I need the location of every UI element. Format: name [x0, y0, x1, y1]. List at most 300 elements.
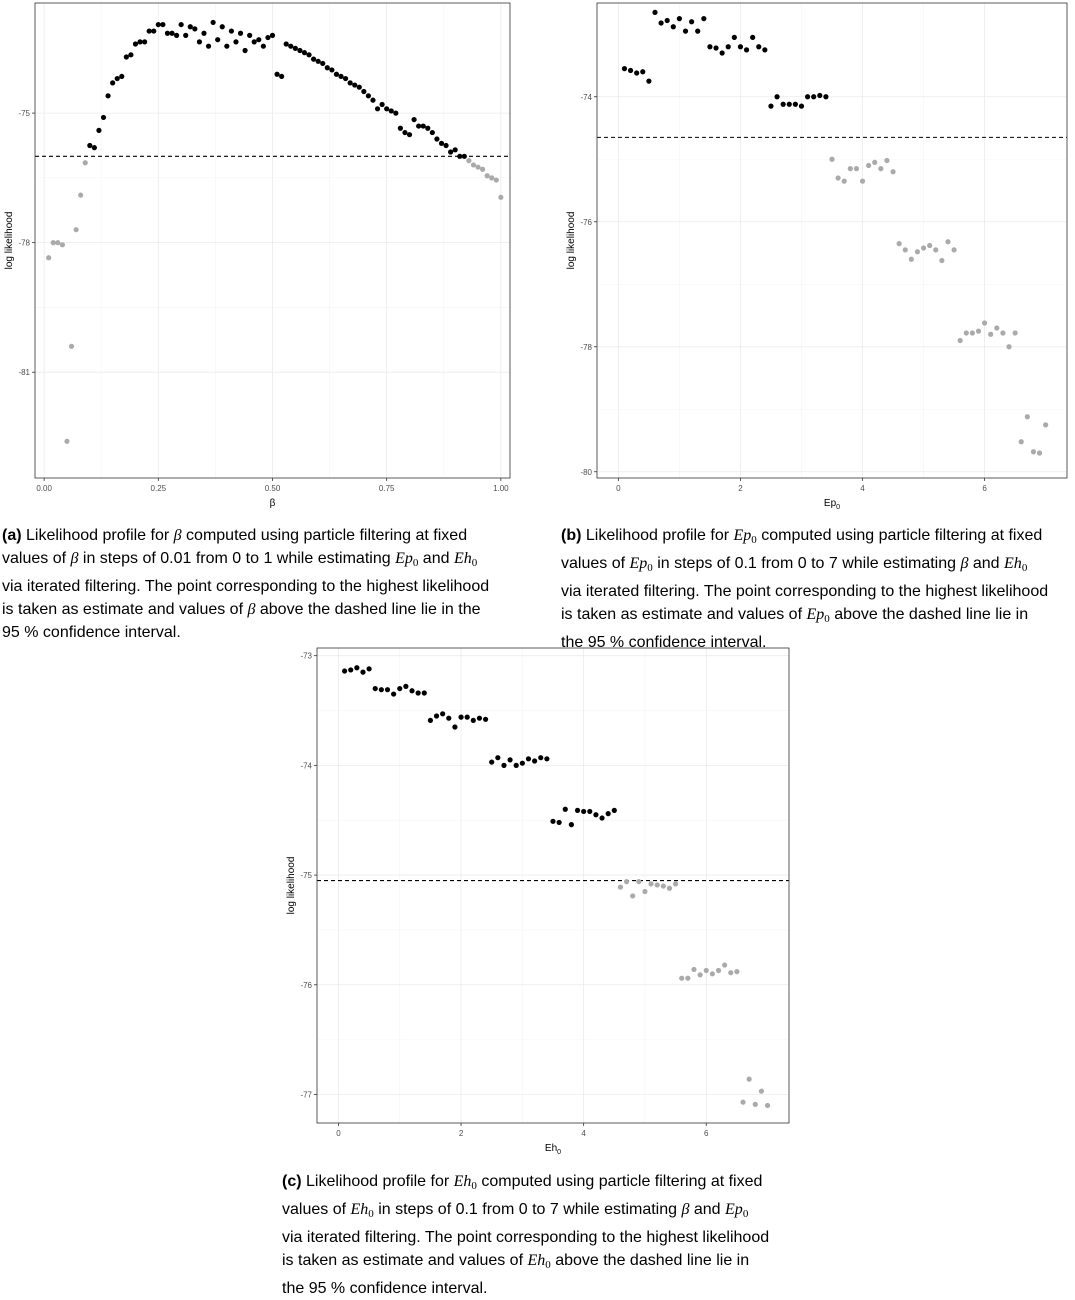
data-point-in-ci	[229, 28, 234, 33]
data-point-in-ci	[575, 808, 580, 813]
data-point-outside-ci	[710, 971, 715, 976]
y-tick-label: -75	[18, 109, 30, 119]
data-point-outside-ci	[466, 158, 471, 163]
data-point-outside-ci	[716, 968, 721, 973]
x-axis-title: $Ep_0$	[823, 498, 841, 511]
data-point-in-ci	[550, 819, 555, 824]
data-point-in-ci	[683, 29, 688, 34]
data-point-outside-ci	[909, 257, 914, 262]
caption-math: $Ep_0$	[806, 606, 830, 625]
caption-math: $Eh_0$	[1004, 555, 1028, 574]
caption-line	[561, 524, 1075, 552]
data-point-outside-ci	[471, 162, 476, 167]
data-point-in-ci	[389, 108, 394, 113]
data-point-in-ci	[495, 755, 500, 760]
data-point-in-ci	[439, 141, 444, 146]
data-point-outside-ci	[691, 967, 696, 972]
data-point-in-ci	[434, 713, 439, 718]
caption-math-subscript: 0	[647, 562, 653, 574]
data-point-in-ci	[411, 117, 416, 122]
data-point-outside-ci	[679, 976, 684, 981]
x-tick-label: 0.75	[378, 484, 395, 493]
data-point-in-ci	[302, 50, 307, 55]
caption-math: β	[247, 601, 256, 618]
data-point-in-ci	[320, 61, 325, 66]
caption-text: and	[418, 550, 454, 567]
caption-math-subscript: 0	[471, 557, 478, 569]
data-point-in-ci	[201, 31, 206, 36]
data-point-in-ci	[274, 72, 279, 77]
data-point-outside-ci	[958, 338, 963, 343]
data-point-outside-ci	[480, 167, 485, 172]
x-axis-title: $Eh_0$	[544, 1143, 562, 1156]
caption-text: via iterated filtering. The point corresponding to the highest likelihood	[2, 578, 490, 595]
data-point-outside-ci	[489, 175, 494, 180]
caption-text: and	[689, 1201, 726, 1218]
x-tick-label: 0	[616, 484, 621, 493]
data-point-in-ci	[306, 52, 311, 57]
caption-line	[282, 1226, 802, 1249]
data-point-in-ci	[87, 143, 92, 148]
data-point-in-ci	[211, 20, 216, 25]
data-point-in-ci	[352, 82, 357, 87]
data-point-in-ci	[284, 41, 289, 46]
x-tick-label: 4	[581, 1129, 586, 1138]
caption-line	[561, 603, 1075, 631]
data-point-outside-ci	[939, 258, 944, 263]
caption-c	[282, 1170, 802, 1300]
data-point-outside-ci	[648, 881, 653, 886]
data-point-outside-ci	[667, 886, 672, 891]
data-point-in-ci	[137, 39, 142, 44]
caption-b	[561, 524, 1075, 654]
data-point-in-ci	[361, 89, 366, 94]
caption-line	[2, 621, 522, 644]
data-point-outside-ci	[485, 173, 490, 178]
data-point-outside-ci	[655, 882, 660, 887]
data-point-in-ci	[793, 102, 798, 107]
data-point-outside-ci	[747, 1077, 752, 1082]
data-point-outside-ci	[74, 227, 79, 232]
data-point-in-ci	[799, 104, 804, 109]
data-point-in-ci	[695, 29, 700, 34]
grid	[597, 3, 1067, 478]
caption-text: computed using particle filtering at fixed	[476, 1173, 763, 1190]
data-point-in-ci	[781, 102, 786, 107]
caption-text: in steps of 0.1 from 0 to 7 while estimating	[373, 1201, 682, 1218]
data-point-in-ci	[393, 111, 398, 116]
x-tick-label: 2	[458, 1129, 464, 1138]
data-point-in-ci	[238, 31, 243, 36]
data-point-outside-ci	[897, 241, 902, 246]
x-tick-label: 2	[738, 484, 743, 493]
data-point-outside-ci	[673, 881, 678, 886]
data-point-in-ci	[373, 686, 378, 691]
data-point-in-ci	[354, 665, 359, 670]
data-point-in-ci	[261, 44, 266, 49]
caption-text: via iterated filtering. The point corresponding to the highest likelihood	[561, 583, 1049, 600]
y-tick-label: -76	[300, 980, 312, 990]
data-point-in-ci	[147, 28, 152, 33]
data-point-in-ci	[501, 763, 506, 768]
data-point-in-ci	[563, 807, 568, 812]
data-point-in-ci	[385, 687, 390, 692]
caption-line	[282, 1277, 802, 1300]
grid	[35, 3, 510, 478]
data-point-in-ci	[720, 50, 725, 55]
data-point-outside-ci	[951, 247, 956, 252]
data-point-outside-ci	[860, 179, 865, 184]
data-point-in-ci	[817, 93, 822, 98]
data-point-outside-ci	[624, 879, 629, 884]
data-point-in-ci	[407, 132, 412, 137]
data-point-in-ci	[133, 41, 138, 46]
data-point-in-ci	[192, 26, 197, 31]
data-point-outside-ci	[1019, 439, 1024, 444]
data-point-in-ci	[348, 80, 353, 85]
data-point-in-ci	[156, 22, 161, 27]
caption-text: Likelihood profile for	[585, 527, 734, 544]
data-point-in-ci	[526, 756, 531, 761]
data-point-in-ci	[726, 44, 731, 49]
caption-text: computed using particle filtering at fixed	[181, 527, 468, 544]
data-point-in-ci	[628, 68, 633, 73]
data-point-in-ci	[569, 822, 574, 827]
data-point-outside-ci	[884, 158, 889, 163]
caption-math: $Eh_0$	[350, 1201, 374, 1220]
caption-text: 95 % confidence interval.	[2, 624, 181, 641]
data-point-in-ci	[119, 74, 124, 79]
data-point-in-ci	[750, 35, 755, 40]
data-point-outside-ci	[698, 972, 703, 977]
data-point-outside-ci	[1000, 330, 1005, 335]
data-point-in-ci	[165, 31, 170, 36]
data-point-in-ci	[398, 126, 403, 131]
caption-text: above the dashed line lie in	[550, 1252, 750, 1269]
data-point-in-ci	[188, 24, 193, 29]
data-point-in-ci	[606, 811, 611, 816]
caption-math-subscript: 0	[742, 1208, 749, 1220]
caption-a	[2, 524, 522, 644]
caption-line	[2, 547, 522, 575]
caption-math: β	[681, 1201, 690, 1218]
data-point-in-ci	[206, 44, 211, 49]
data-point-outside-ci	[83, 160, 88, 165]
data-point-in-ci	[409, 688, 414, 693]
y-tick-label: -77	[300, 1090, 312, 1100]
caption-math-subscript: 0	[1021, 562, 1028, 574]
y-tick-label: -75	[300, 871, 312, 881]
data-point-in-ci	[689, 19, 694, 24]
data-point-in-ci	[115, 76, 120, 81]
data-point-in-ci	[507, 757, 512, 762]
data-points	[46, 20, 503, 444]
data-point-in-ci	[380, 102, 385, 107]
data-point-in-ci	[421, 123, 426, 128]
data-point-outside-ci	[964, 330, 969, 335]
data-point-in-ci	[265, 35, 270, 40]
caption-math-subscript: 0	[368, 1208, 374, 1220]
y-tick-label: -80	[580, 467, 592, 477]
data-point-in-ci	[366, 93, 371, 98]
data-point-outside-ci	[921, 245, 926, 250]
data-point-in-ci	[215, 37, 220, 42]
data-point-outside-ci	[642, 889, 647, 894]
caption-math-subscript: 0	[471, 1180, 477, 1192]
data-point-in-ci	[288, 44, 293, 49]
y-axis-title: log likelihood	[286, 856, 297, 915]
data-point-in-ci	[453, 147, 458, 152]
caption-text: is taken as estimate and values of	[2, 601, 248, 618]
caption-math-subscript: 0	[824, 613, 830, 625]
data-point-outside-ci	[46, 255, 51, 260]
data-point-in-ci	[425, 126, 430, 131]
data-point-outside-ci	[1037, 450, 1042, 455]
caption-text: values of	[561, 555, 630, 572]
data-point-in-ci	[224, 44, 229, 49]
data-point-in-ci	[787, 102, 792, 107]
caption-label: (b)	[561, 527, 586, 544]
data-point-in-ci	[384, 106, 389, 111]
caption-math: β	[960, 555, 969, 572]
data-point-in-ci	[360, 670, 365, 675]
data-point-outside-ci	[933, 247, 938, 252]
data-point-outside-ci	[829, 157, 834, 162]
data-point-in-ci	[142, 39, 147, 44]
data-point-in-ci	[348, 667, 353, 672]
caption-math: β	[173, 527, 182, 544]
data-point-in-ci	[544, 756, 549, 761]
data-point-in-ci	[270, 33, 275, 38]
x-tick-label: 0	[336, 1129, 341, 1138]
data-point-outside-ci	[69, 344, 74, 349]
data-point-outside-ci	[630, 893, 635, 898]
data-point-outside-ci	[970, 330, 975, 335]
data-point-in-ci	[646, 79, 651, 84]
data-point-in-ci	[422, 690, 427, 695]
y-tick-label: -76	[580, 217, 592, 227]
caption-line	[2, 524, 522, 547]
data-point-in-ci	[329, 67, 334, 72]
data-point-in-ci	[756, 44, 761, 49]
data-point-in-ci	[256, 37, 261, 42]
data-point-in-ci	[462, 154, 467, 159]
caption-text: is taken as estimate and values of	[561, 606, 807, 623]
caption-text: values of	[282, 1201, 351, 1218]
caption-math: $Ep_0$	[629, 555, 653, 574]
data-point-outside-ci	[854, 166, 859, 171]
x-tick-label: 6	[704, 1129, 709, 1138]
scatter-chart-beta	[0, 0, 520, 510]
data-point-outside-ci	[982, 320, 987, 325]
y-tick-label: -74	[580, 92, 592, 102]
data-point-in-ci	[128, 52, 133, 57]
data-point-in-ci	[96, 128, 101, 133]
data-point-outside-ci	[1031, 449, 1036, 454]
x-tick-label: 1.00	[493, 484, 509, 493]
data-point-outside-ci	[872, 160, 877, 165]
data-point-in-ci	[375, 106, 380, 111]
data-point-in-ci	[416, 690, 421, 695]
data-point-outside-ci	[903, 247, 908, 252]
data-point-in-ci	[483, 717, 488, 722]
data-point-in-ci	[403, 684, 408, 689]
data-point-in-ci	[671, 24, 676, 29]
caption-line	[282, 1249, 802, 1277]
data-point-in-ci	[440, 711, 445, 716]
plot-panel-c	[280, 645, 800, 1155]
data-point-in-ci	[311, 57, 316, 62]
data-point-outside-ci	[475, 164, 480, 169]
data-point-in-ci	[124, 54, 129, 59]
data-point-in-ci	[428, 718, 433, 723]
scatter-chart-eh0	[280, 645, 800, 1155]
data-point-outside-ci	[848, 166, 853, 171]
x-axis-title-subscript: 0	[836, 504, 841, 511]
data-point-outside-ci	[988, 332, 993, 337]
data-point-in-ci	[391, 691, 396, 696]
data-point-outside-ci	[866, 163, 871, 168]
data-point-in-ci	[557, 820, 562, 825]
data-point-in-ci	[197, 39, 202, 44]
caption-line	[2, 598, 522, 621]
x-tick-label: 0.25	[150, 484, 167, 493]
data-point-in-ci	[532, 758, 537, 763]
data-point-in-ci	[520, 761, 525, 766]
data-point-in-ci	[183, 33, 188, 38]
caption-math: $Ep_0$	[725, 1201, 749, 1220]
caption-text: computed using particle filtering at fixed	[756, 527, 1043, 544]
data-point-outside-ci	[704, 968, 709, 973]
data-point-in-ci	[622, 66, 627, 71]
data-point-in-ci	[367, 666, 372, 671]
data-point-in-ci	[634, 70, 639, 75]
x-tick-label: 0.50	[264, 484, 281, 493]
data-point-outside-ci	[64, 439, 69, 444]
data-point-in-ci	[581, 809, 586, 814]
data-point-in-ci	[465, 715, 470, 720]
data-point-in-ci	[768, 104, 773, 109]
caption-text: in steps of 0.01 from 0 to 1 while estimating	[78, 550, 396, 567]
x-axis-title: β	[269, 498, 276, 509]
data-point-in-ci	[343, 76, 348, 81]
caption-text: Likelihood profile for	[306, 1173, 454, 1190]
caption-math-subscript: 0	[545, 1259, 551, 1271]
plot-panel-b	[560, 0, 1075, 510]
x-tick-label: 0.00	[36, 484, 52, 493]
caption-line	[561, 580, 1075, 603]
data-point-in-ci	[416, 123, 421, 128]
data-point-in-ci	[338, 74, 343, 79]
caption-text: in steps of 0.1 from 0 to 7 while estimating	[652, 555, 961, 572]
data-point-in-ci	[179, 22, 184, 27]
data-point-outside-ci	[618, 885, 623, 890]
caption-label: (c)	[282, 1173, 306, 1190]
panel-border	[597, 3, 1067, 478]
data-point-outside-ci	[976, 329, 981, 334]
data-point-in-ci	[805, 94, 810, 99]
data-point-outside-ci	[78, 193, 83, 198]
data-point-outside-ci	[1013, 330, 1018, 335]
data-point-in-ci	[823, 94, 828, 99]
data-point-in-ci	[774, 94, 779, 99]
caption-line	[282, 1170, 802, 1198]
caption-text: the 95 % confidence interval.	[561, 634, 767, 651]
data-point-in-ci	[379, 687, 384, 692]
data-point-outside-ci	[661, 883, 666, 888]
y-tick-label: -78	[580, 342, 592, 352]
data-point-in-ci	[242, 48, 247, 53]
data-point-in-ci	[738, 44, 743, 49]
caption-text: above the dashed line lie in the	[255, 601, 481, 618]
caption-math: $Ep_0$	[395, 550, 419, 569]
data-point-in-ci	[252, 39, 257, 44]
data-point-in-ci	[174, 33, 179, 38]
data-point-in-ci	[316, 59, 321, 64]
data-point-in-ci	[677, 16, 682, 21]
data-point-in-ci	[593, 812, 598, 817]
data-point-in-ci	[599, 815, 604, 820]
data-point-outside-ci	[927, 243, 932, 248]
data-point-outside-ci	[722, 962, 727, 967]
data-point-in-ci	[701, 16, 706, 21]
data-point-outside-ci	[1043, 422, 1048, 427]
caption-line	[2, 575, 522, 598]
data-point-in-ci	[732, 35, 737, 40]
data-point-in-ci	[293, 46, 298, 51]
data-point-in-ci	[169, 31, 174, 36]
data-point-outside-ci	[498, 195, 503, 200]
caption-math-subscript: 0	[751, 534, 757, 546]
caption-math-subscript: 0	[412, 557, 419, 569]
data-point-outside-ci	[890, 169, 895, 174]
data-point-in-ci	[640, 69, 645, 74]
data-point-in-ci	[402, 130, 407, 135]
data-point-outside-ci	[734, 969, 739, 974]
y-tick-label: -73	[300, 651, 312, 661]
data-point-in-ci	[325, 65, 330, 70]
data-point-in-ci	[101, 115, 106, 120]
data-point-in-ci	[744, 47, 749, 52]
caption-math: $Eh_0$	[453, 550, 478, 569]
data-point-in-ci	[762, 47, 767, 52]
data-point-in-ci	[665, 18, 670, 23]
caption-text: the 95 % confidence interval.	[282, 1280, 488, 1297]
data-point-outside-ci	[759, 1089, 764, 1094]
y-axis-title: log likelihood	[566, 211, 577, 270]
data-point-in-ci	[233, 39, 238, 44]
caption-line	[561, 552, 1075, 580]
data-point-in-ci	[707, 44, 712, 49]
caption-text: above the dashed line lie in	[829, 606, 1029, 623]
data-point-in-ci	[489, 759, 494, 764]
data-point-in-ci	[538, 755, 543, 760]
x-axis-title-subscript: 0	[557, 1149, 562, 1156]
data-point-outside-ci	[1025, 414, 1030, 419]
data-point-outside-ci	[55, 240, 60, 245]
caption-text: values of	[2, 550, 71, 567]
data-point-outside-ci	[685, 976, 690, 981]
caption-label: (a)	[2, 527, 26, 544]
data-point-in-ci	[452, 724, 457, 729]
caption-math: $Eh_0$	[453, 1173, 477, 1192]
caption-text: is taken as estimate and values of	[282, 1252, 528, 1269]
data-point-in-ci	[105, 93, 110, 98]
x-tick-label: 6	[982, 484, 987, 493]
y-tick-label: -81	[18, 368, 30, 378]
caption-text: via iterated filtering. The point corresponding to the highest likelihood	[282, 1229, 770, 1246]
data-point-outside-ci	[636, 879, 641, 884]
